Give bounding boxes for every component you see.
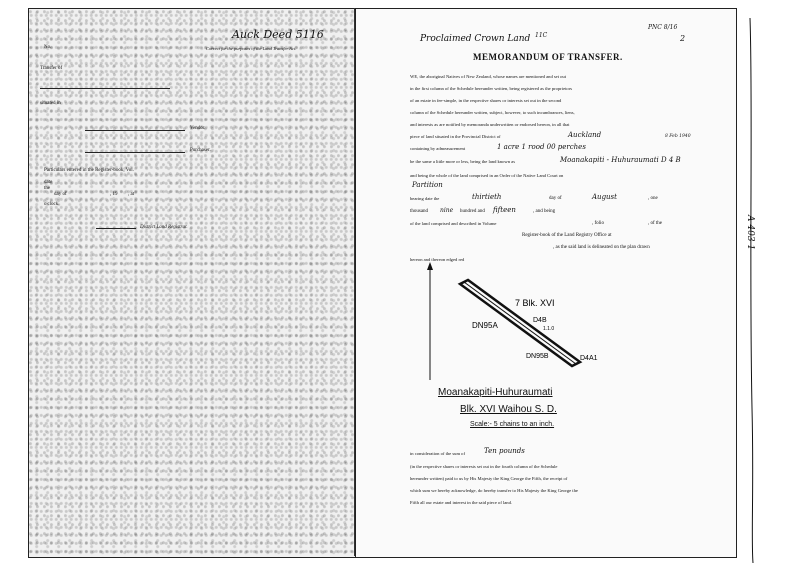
- tail-line: Fifth all our estate and interest in the said piece of land.: [410, 500, 513, 505]
- month-value: August: [592, 193, 617, 201]
- corner-number: No.: [44, 45, 52, 50]
- top-right-ref: PNC 8/16: [648, 24, 678, 31]
- rule: [96, 228, 136, 229]
- plan-label-dn95b: DN95B: [526, 353, 549, 360]
- rule: [40, 88, 170, 89]
- edge-line: [750, 18, 753, 563]
- consideration-label: in consideration of the sum of: [410, 451, 465, 456]
- thousand-label: thousand: [410, 209, 429, 214]
- comprised-label: and being the whole of the land comprised in an Order of the Native Land Court on: [410, 173, 564, 178]
- body-line: column of the Schedule hereunder written, subject, however, to such incumbrances, liens,: [410, 110, 575, 115]
- plan-scale: Scale:- 5 chains to an inch.: [470, 421, 555, 428]
- tail-line: (in the respective shares or interests set out in the fourth column of the Schedule: [410, 464, 558, 469]
- district-value: Auckland: [568, 131, 602, 139]
- edge-margin: [745, 8, 800, 563]
- plan-label-d4b: D4B: [533, 317, 547, 324]
- at-label: , at: [128, 192, 135, 197]
- document-title: MEMORANDUM OF TRANSFER.: [473, 52, 623, 62]
- transfer-of-label: Transfer of: [40, 66, 63, 71]
- known-as-label: be the same a little more or less, being the land known as: [410, 159, 515, 164]
- of-the-label: , of the: [648, 221, 663, 226]
- plan-label-block: 7 Blk. XVI: [515, 298, 555, 308]
- tail-line: hereunder written) paid to us by His Majesty the King George the Fifth, the receipt of: [410, 476, 568, 481]
- top-note-2: 11C: [535, 32, 548, 39]
- date-label: date: [44, 180, 53, 185]
- vendor-label: Vendor.: [190, 126, 206, 131]
- body-line: in the first column of the Schedule hereunder written, being registered as the proprietors: [410, 86, 573, 91]
- year-fragment: , 19: [110, 192, 118, 197]
- purchaser-label: Purchaser.: [190, 148, 211, 153]
- register-book-label: Register-book of the Land Registry Office at: [522, 233, 612, 238]
- situated-in-label: situated in: [40, 101, 61, 106]
- top-note: Proclaimed Crown Land: [420, 34, 531, 44]
- handwritten-deed: Auck Deed 5116: [232, 28, 324, 41]
- bearing-date-label: bearing date the: [410, 196, 440, 201]
- partition-value: Partition: [412, 181, 443, 189]
- plan-caption-2: Blk. XVI Waihou S. D.: [460, 404, 557, 415]
- oclock-label: o'clock.: [44, 202, 60, 207]
- body-line: of an estate in fee-simple, in the respective shares or interests set out in the second: [410, 98, 562, 103]
- body-line: WE, the aboriginal Natives of New Zealand, whose names are mentioned and set out: [410, 74, 567, 79]
- one-label: , one: [648, 196, 658, 201]
- registrar-label: District Land Registrar.: [140, 225, 188, 230]
- plan-label-dn95a: DN95A: [472, 321, 498, 330]
- known-as-value: Moanakapiti - Huhuraumati D 4 B: [560, 156, 681, 164]
- nine-value: nine: [440, 207, 454, 214]
- plan-label-area: 1.1.0: [543, 326, 555, 332]
- body-line: and interests as are notified by memoranda underwritten or endorsed hereon, in all that: [410, 122, 570, 127]
- register-line: Particulars entered in the Register-book, Vol.: [44, 168, 134, 173]
- consideration-value: Ten pounds: [484, 447, 525, 455]
- plan-caption-1: Moanakapiti-Huhuraumati: [438, 387, 553, 398]
- hundred-and-label: hundred and: [460, 209, 485, 214]
- correct-note: Correct for the purposes of the Land Transfer Act.: [206, 46, 297, 51]
- margin-note: 8 Feb 1940: [665, 134, 691, 139]
- plan-label-d4a1: D4A1: [580, 355, 598, 362]
- area-value: 1 acre 1 rood 00 perches: [497, 143, 586, 151]
- tail-line: which sum we hereby acknowledge, do hereby transfer to His Majesty the King George the: [410, 488, 578, 493]
- year-word: fifteen: [493, 206, 516, 214]
- bearing-day: thirtieth: [472, 193, 502, 201]
- edge-label: A 403 1: [745, 215, 755, 251]
- body-line: piece of land situated in the Provincial District of: [410, 134, 501, 139]
- folio-label: , folio: [592, 221, 604, 226]
- top-right-ref-2: 2: [680, 34, 686, 43]
- hereon-label: hereon and thereon edged red: [410, 257, 465, 262]
- rule: [85, 130, 185, 131]
- north-arrow-head: [427, 262, 433, 270]
- body-line: containing by admeasurement: [410, 146, 466, 151]
- volume-line: of the land comprised and described in Volume: [410, 221, 497, 226]
- day-of-label: day of: [54, 192, 67, 197]
- the-label: the: [44, 186, 51, 191]
- and-being-label: , and being: [533, 209, 556, 214]
- rule: [85, 152, 185, 153]
- survey-plan: [420, 262, 610, 382]
- left-page: [28, 8, 356, 558]
- delineated-label: , as the said land is delineated on the plan drawn: [553, 245, 650, 250]
- day-of-label: day of: [549, 196, 562, 201]
